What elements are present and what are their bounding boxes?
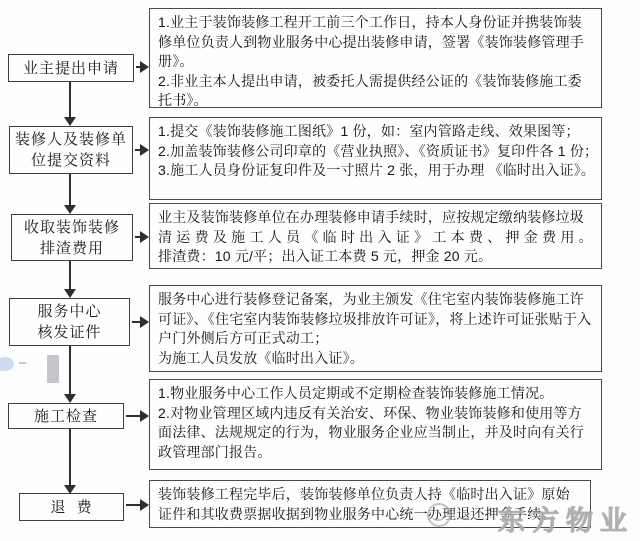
arrow-right-6-head [140,499,149,511]
detail-box-construction-inspection [149,379,602,470]
detail-line: 可证》、《住宅室内装饰装修垃圾排放许可证》，将上述许可证张贴于入 [158,310,592,327]
arrow-down-1-head [64,117,76,126]
arrow-down-3-head [64,289,76,298]
step-label-line: 排渣费用 [39,239,104,257]
arrow-down-4-line [69,346,71,394]
detail-line: 为施工人员发放《临时出入证》。 [158,349,364,366]
arrow-right-4-head [140,316,149,328]
arrow-down-5-head [64,485,76,494]
arrow-down-2-head [64,205,76,214]
watermark-gray-bar [47,355,59,383]
step-label: 施工检查 [33,407,98,425]
detail-box-submit-materials [149,117,602,200]
detail-box-owner-application [149,8,602,108]
step-label-line: 收取装饰装修 [23,218,120,236]
detail-line: 证件和其收费票据收据到物业服务中心统一办理退还押金手续。 [158,505,556,522]
arrow-right-5-line [126,415,141,417]
arrow-down-2-line [69,174,71,205]
detail-line: 业主及装饰装修单位在办理装修申请手续时，应按规定缴纳装修垃圾 [158,209,584,225]
detail-line: 3.施工人员身份证复印件及一寸照片 2 张，用于办理 《临时出入证》。 [158,162,596,178]
detail-line: 排渣费：10 元/平；出入证工本费 5 元，押金 20 元。 [158,248,493,264]
step-label-line: 核发证件 [37,324,102,341]
arrow-right-5-head [140,410,149,422]
detail-line: 2.加盖装饰装修公司印章的《营业执照》、《资质证书》复印件各 1 份； [158,142,599,159]
detail-line: 1.提交《装饰装修施工图纸》1 份，如：室内管路走线、效果图等； [158,123,580,139]
arrow-right-2-head [140,144,149,156]
step-box-refund [19,493,124,521]
arrow-down-3-line [69,261,71,289]
arrow-right-1-head [140,61,149,73]
arrow-down-5-line [69,429,71,485]
step-box-submit-materials [9,126,133,174]
detail-line: 1.物业服务中心工作人员定期或不定期检查装饰装修施工情况。 [158,385,554,401]
step-box-collect-fees [11,214,133,261]
detail-box-collect-fees [149,203,602,269]
watermark-gray-dash [19,362,26,364]
detail-line: 政管理部门报告。 [158,443,272,460]
step-label-line: 装修人及装修单 [14,131,127,148]
step-label-line: 服务中心 [37,303,102,320]
detail-line: 服务中心进行装修登记备案，为业主颁发《住宅室内装饰装修施工许 [158,291,584,307]
detail-line: 托书》。 [158,92,208,108]
step-label-line: 位提交资料 [30,152,111,169]
watermark-logo-icon [427,503,451,527]
step-box-owner-application [8,54,134,82]
detail-line: 装饰装修工程完毕后，装饰装修单位负责人持《临时出入证》原始 [158,486,570,502]
arrow-right-3-head [140,231,149,243]
detail-line: 户门外侧后方可正式动工； [158,330,329,346]
detail-line: 册》。 [158,53,194,69]
detail-line: 清 运 费 及 施 工 人 员 《 临 时 出 入 证 》 工 本 费 、 押 金 费 用 。 [158,228,593,245]
arrow-down-1-line [69,82,71,117]
detail-line: 面法律、法规规定的行为，物业服务企业应当制止，并及时向有关行 [158,424,584,440]
detail-line: 2.对物业管理区域内违反有关治安、环保、物业装饰装修和使用等方 [158,404,582,421]
step-box-issue-certificates [9,298,130,346]
step-box-construction-inspection [8,403,124,429]
step-label: 退 费 [50,498,93,516]
arrow-down-4-head [64,394,76,403]
step-label: 业主提出申请 [22,59,119,77]
arrow-right-6-line [126,504,141,506]
detail-line: 1.业主于装饰装修工程开工前三个工作日，持本人身份证并携装饰装 [158,14,582,30]
detail-line: 修单位负责人到物业服务中心提出装修申请，签署《装饰装修管理手 [158,33,584,50]
detail-box-issue-certificates [149,285,602,372]
watermark-blue-blob [0,357,14,371]
watermark-text: 东方物业 [498,506,634,536]
detail-line: 2.非业主本人提出申请，被委托人需提供经公证的《装饰装修施工委 [158,72,582,89]
